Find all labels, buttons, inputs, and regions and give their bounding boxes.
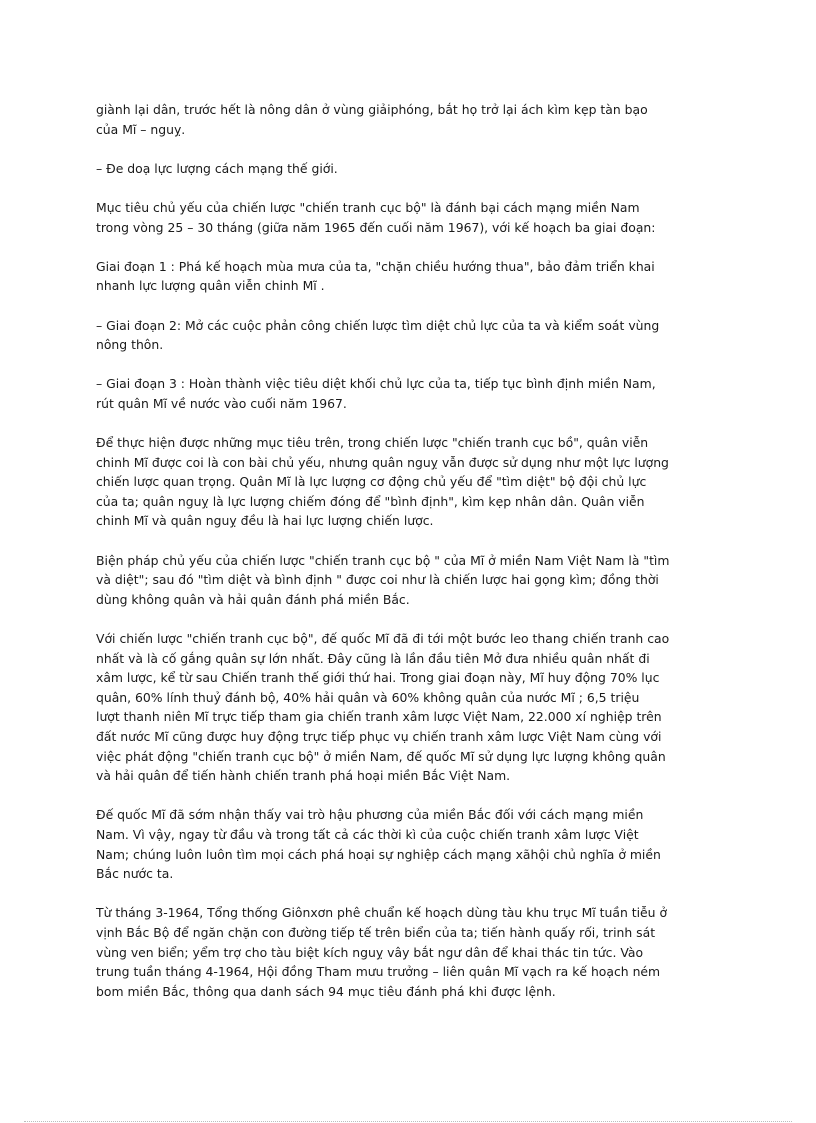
paragraph: Đế quốc Mĩ đã sớm nhận thấy vai trò hậu phương của miền Bắc đối với cách mạng miền Nam. Vì vậy, ngay từ đầu và trong tất cả các thời kì của cuộc chiến tranh xâm lược Việt Nam; chúng luôn luôn tìm mọi cách phá hoại sự nghiệp cách mạng xãhội chủ nghĩa ở miền Bắc nước ta.	[96, 807, 661, 882]
page-bottom-divider	[24, 1121, 792, 1122]
paragraph: Mục tiêu chủ yếu của chiến lược "chiến tranh cục bộ" là đánh bại cách mạng miền Nam trong vòng 25 – 30 tháng (giữa năm 1965 đến cuối năm 1967), với kế hoạch ba giai đoạn:	[96, 199, 656, 235]
paragraph: Biện pháp chủ yếu của chiến lược "chiến tranh cục bộ " của Mĩ ở miền Nam Việt Nam là "tìm và diệt"; sau đó "tìm diệt và bình định " được coi như là chiến lược hai gọng kìm; đồng thời dùng không quân và hải quân đánh phá miền Bắc.	[96, 552, 670, 607]
document-body	[96, 100, 726, 1021]
paragraph: Với chiến lược "chiến tranh cục bộ", đế quốc Mĩ đã đi tới một bước leo thang chiến tranh cao nhất và là cố gắng quân sự lớn nhất. Đây cũng là lần đầu tiên Mở đưa nhiều quân nhất đi xâm lược, kể từ sau Chiến tranh thế giới thứ hai. Trong giai đoạn này, Mĩ huy động 70% lục quân, 60% lính thuỷ đánh bộ, 40% hải quân và 60% không quân của nước Mĩ ; 6,5 triệu lượt thanh niên Mĩ trực tiếp tham gia chiến tranh xâm lược Việt Nam, 22.000 xí nghiệp trên đất nước Mĩ cũng được huy động trực tiếp phục vụ chiến tranh xâm lược Việt Nam cùng với việc phát động "chiến tranh cục bộ" ở miền Nam, đế quốc Mĩ sử dụng lực lượng không quân và hải quân để tiến hành chiến tranh phá hoại miền Bắc Việt Nam.	[96, 631, 670, 784]
paragraph: Từ tháng 3-1964, Tổng thống Giônxơn phê chuẩn kế hoạch dùng tàu khu trục Mĩ tuần tiễu ở vịnh Bắc Bộ để ngăn chặn con đường tiếp tế trên biển của ta; tiến hành quấy rối, trinh sát vùng ven biển; yểm trợ cho tàu biệt kích nguỵ vây bắt ngư dân để khai thác tin tức. Vào trung tuần tháng 4-1964, Hội đồng Tham mưu trưởng – liên quân Mĩ vạch ra kế hoạch ném bom miền Bắc, thông qua danh sách 94 mục tiêu đánh phá khi được lệnh.	[96, 905, 668, 999]
paragraph: – Giai đoạn 3 : Hoàn thành việc tiêu diệt khối chủ lực của ta, tiếp tục bình định miền Nam, rút quân Mĩ về nước vào cuối năm 1967.	[96, 376, 656, 411]
paragraph: giành lại dân, trước hết là nông dân ở vùng giảiphóng, bắt họ trở lại ách kìm kẹp tàn bạo của Mĩ – nguỵ.	[96, 102, 648, 137]
paragraph: Để thực hiện được những mục tiêu trên, trong chiến lược "chiến tranh cục bồ", quân viễn chinh Mĩ được coi là con bài chủ yếu, nhưng quân nguỵ vẫn được sử dụng như một lực lượng chiến lược quan trọng. Quân Mĩ là lực lượng cơ động chủ yếu để "tìm diệt" bộ đội chủ lực của ta; quân nguỵ là lực lượng chiếm đóng để "bình định", kìm kẹp nhân dân. Quân viễn chinh Mĩ và quân nguỵ đều là hai lực lượng chiến lược.	[96, 435, 669, 529]
paragraph: – Đe doạ lực lượng cách mạng thế giới.	[96, 160, 338, 176]
paragraph: Giai đoạn 1 : Phá kế hoạch mùa mưa của ta, "chặn chiều hướng thua", bảo đảm triển khai nhanh lực lượng quân viễn chinh Mĩ .	[96, 258, 655, 294]
paragraph: – Giai đoạn 2: Mở các cuộc phản công chiến lược tìm diệt chủ lực của ta và kiểm soát vùng nông thôn.	[96, 317, 660, 353]
